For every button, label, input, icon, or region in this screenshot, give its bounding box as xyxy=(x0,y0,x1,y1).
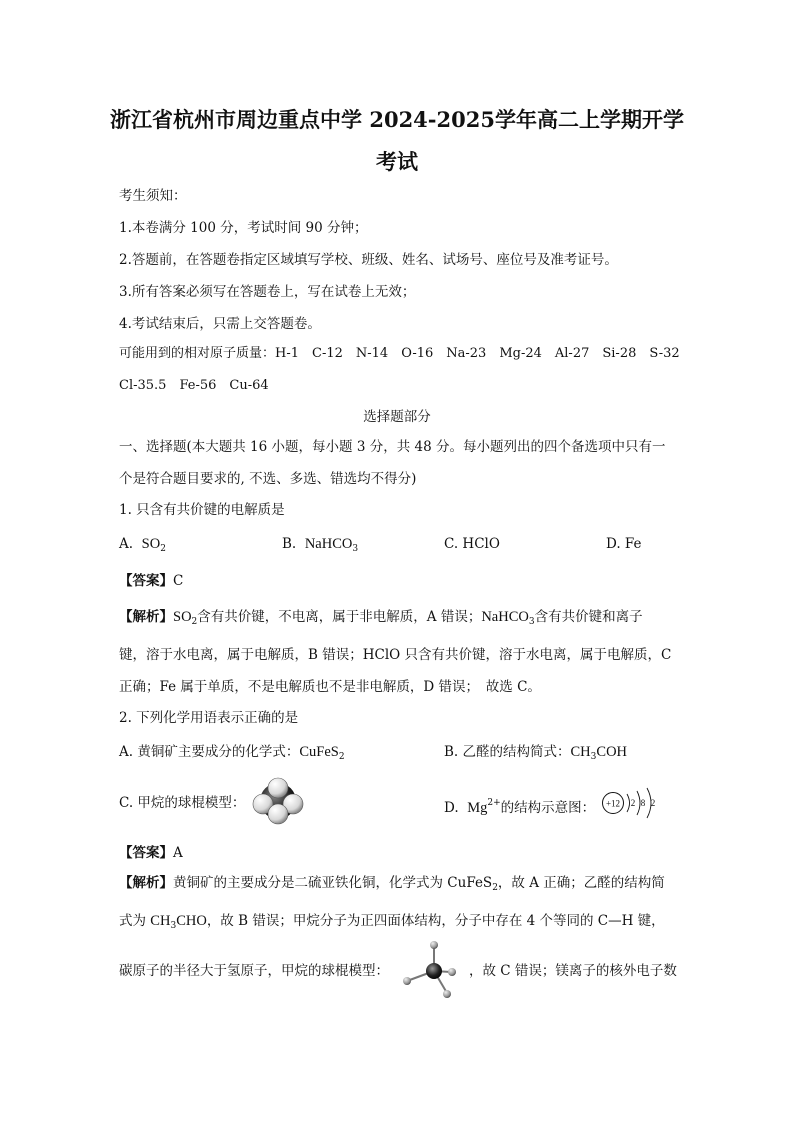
mg-shell-1-count: 2 xyxy=(630,798,636,808)
methane-space-filling-model xyxy=(250,776,306,826)
mg-nucleus-label: +12 xyxy=(605,798,621,809)
q1-analysis-line3: 正确；Fe 属于单质，不是电解质也不是非电解质，D 错误； 故选 C。 xyxy=(119,679,541,695)
q1-option-b: B. NaHCO$_3$ xyxy=(282,536,359,554)
notice-item-1: 1.本卷满分 100 分，考试时间 90 分钟； xyxy=(119,220,368,236)
q1-stem: 1. 只含有共价键的电解质是 xyxy=(119,502,285,518)
section-intro-line1: 一、选择题(本大题共 16 小题，每小题 3 分，共 48 分。每小题列出的四个备选项中只有一 xyxy=(119,439,666,455)
q2-stem: 2. 下列化学用语表示正确的是 xyxy=(119,710,299,726)
notice-item-4: 4.考试结束后，只需上交答题卷。 xyxy=(119,316,321,332)
q1-option-d: D. Fe xyxy=(606,536,642,552)
mg-ion-structure-diagram xyxy=(601,787,665,819)
q2-analysis-line1: 【解析】黄铜矿的主要成分是二硫亚铁化铜，化学式为 CuFeS$_2$，故 A 正确；乙醛的结构简 xyxy=(119,875,665,893)
q2-option-c: C. 甲烷的球棍模型： xyxy=(119,795,246,811)
q1-option-c: C. HClO xyxy=(444,536,500,552)
q2-option-b: B. 乙醛的结构简式：$CH_3COH$ xyxy=(444,744,628,762)
notice-item-2: 2.答题前，在答题卷指定区域填写学校、班级、姓名、试场号、座位号及准考证号。 xyxy=(119,252,618,268)
q1-option-a: A. $SO_2$ xyxy=(119,536,166,554)
section-intro-line2: 个是符合题目要求的, 不选、多选、错选均不得分) xyxy=(119,471,417,487)
exam-title-line1: 浙江省杭州市周边重点中学 2024-2025学年高二上学期开学 xyxy=(110,107,684,132)
q2-analysis-line2: 式为 $CH_3CHO$，故 B 错误；甲烷分子为正四面体结构，分子中存在 4 个等同的 C—H 键， xyxy=(119,913,665,931)
methane-ball-stick-model xyxy=(401,938,461,1000)
notice-item-3: 3.所有答案必须写在答题卷上，写在试卷上无效； xyxy=(119,284,416,300)
q2-option-d: D. $Mg^{2+}$的结构示意图： xyxy=(444,798,596,816)
section-title: 选择题部分 xyxy=(363,409,431,425)
q2-analysis-line3a: 碳原子的半径大于氢原子，甲烷的球棍模型： xyxy=(119,963,389,979)
exam-title-line2: 考试 xyxy=(376,149,418,174)
notice-heading: 考生须知： xyxy=(119,188,187,204)
q1-answer: 【答案】C xyxy=(119,573,184,589)
mg-shell-3-count: 2 xyxy=(650,798,656,808)
atomic-masses-line1: 可能用到的相对原子质量：H-1 C-12 N-14 O-16 Na-23 Mg-24 Al-27 Si-28 S-32 xyxy=(119,346,680,361)
atomic-masses-line2: Cl-35.5 Fe-56 Cu-64 xyxy=(119,378,269,393)
q1-analysis-line2: 键，溶于水电离，属于电解质，B 错误；HClO 只含有共价键，溶于水电离，属于电解质，C xyxy=(119,647,672,663)
q2-answer: 【答案】A xyxy=(119,845,183,861)
q2-option-a: A. 黄铜矿主要成分的化学式：CuFeS$_2$ xyxy=(119,744,345,762)
q2-analysis-line3b: ，故 C 错误；镁离子的核外电子数 xyxy=(469,963,677,979)
mg-shell-2-count: 8 xyxy=(640,798,646,808)
q1-analysis-line1: 【解析】$SO_2$含有共价键，不电离，属于非电解质，A 错误；NaHCO$_3$含有共价键和离子 xyxy=(119,609,643,627)
